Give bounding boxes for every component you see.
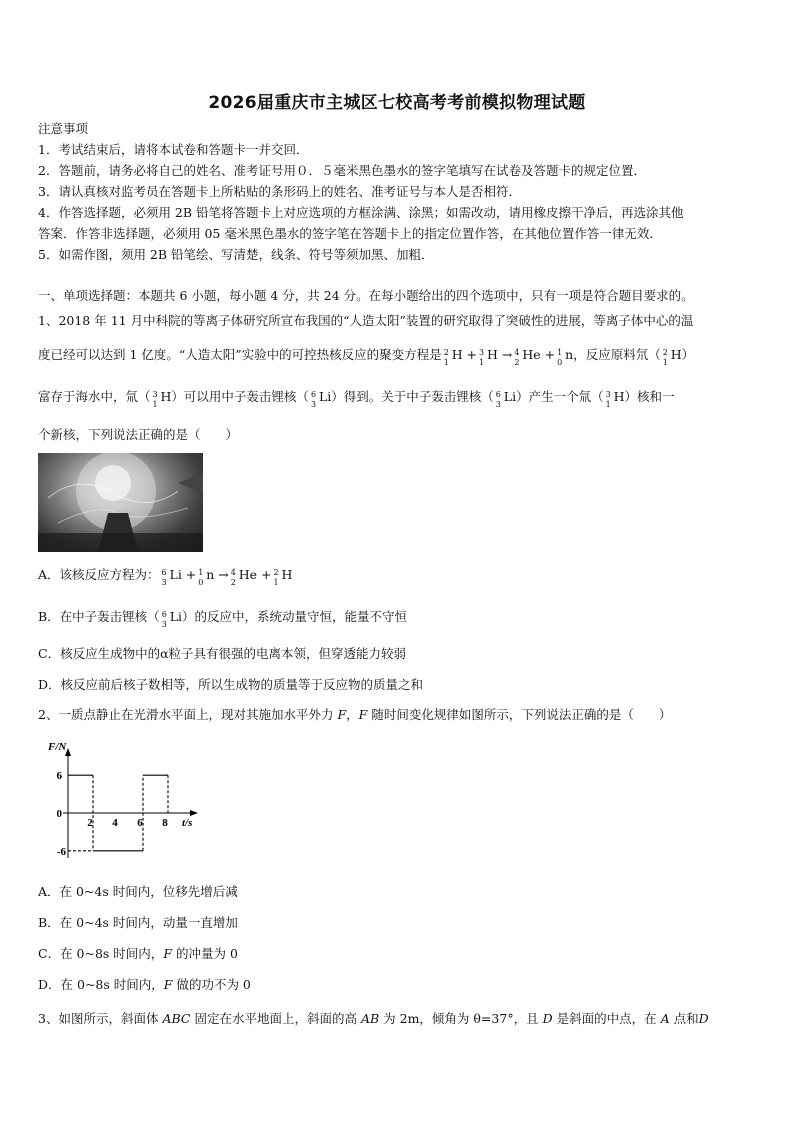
- notice-item-4: 4．作答选择题，必须用 2B 铅笔将答题卡上对应选项的方框涂满、涂黑；如需改动，请用橡皮擦干净后，再选涂其他: [38, 205, 684, 220]
- x-axis-arrow: [190, 810, 198, 816]
- force-time-graph: [40, 740, 200, 860]
- lithium-reaction: 6 3 Li + 1 0 n → 4 2 He + 2 1 H: [161, 567, 293, 587]
- q1-option-d[interactable]: D．核反应前后核子数相等，所以生成物的质量等于反应物的质量之和: [38, 677, 424, 692]
- notice-item-4-cont: 答案．作答非选择题，必须用 05 毫米黑色墨水的签字笔在答题卡上的指定位置作答，在其他位置作答一律无效．: [38, 226, 662, 241]
- q3-text: 3、如图所示，斜面体: [38, 1011, 159, 1026]
- q2-var-f: F: [358, 707, 368, 722]
- x-tick-label: 4: [112, 817, 118, 829]
- q1-option-b[interactable]: B．在中子轰击锂核（ 6 3 Li）的反应中，系统动量守恒，能量不守恒: [38, 609, 408, 629]
- q2-var-f: F: [163, 977, 173, 992]
- q3-var-d: D: [542, 1011, 553, 1026]
- y-tick-label: 0: [56, 808, 62, 820]
- q3-var-d: D: [698, 1011, 709, 1026]
- q1-option-b-text: ）的反应中，系统动量守恒，能量不守恒: [182, 609, 408, 624]
- q1-option-a[interactable]: [38, 567, 293, 587]
- q2-option-c-text: C．在 0~8s 时间内，: [38, 946, 164, 961]
- q2-var-f: F: [163, 946, 172, 961]
- notice-item-3: 3．请认真核对监考员在答题卡上所粘贴的条形码上的姓名、准考证号与本人是否相符．: [38, 184, 521, 199]
- notice-item-5: 5．如需作图，须用 2B 铅笔绘、写清楚，线条、符号等须加黑、加粗．: [38, 247, 434, 262]
- notice-item-1: 1．考试结束后，请将本试卷和答题卡一并交回．: [38, 142, 309, 157]
- y-tick-label: 6: [56, 770, 62, 783]
- q2-text: 2、一质点静止在光滑水平面上，现对其施加水平外力: [38, 707, 334, 722]
- section-heading: 一、单项选择题：本题共 6 小题，每小题 4 分，共 24 分。在每小题给出的四个选项中，只有一项是符合题目要求的。: [38, 288, 694, 303]
- q1-text: ）核和一: [624, 389, 675, 404]
- fusion-equation: 2 1 H + 3 1 H → 4 2 He + 1 0 n: [443, 347, 574, 367]
- q3-var-a: A: [660, 1011, 670, 1026]
- q2-option-d-text: 做的功不为 0: [176, 977, 251, 992]
- x-tick-label: 6: [137, 817, 143, 829]
- page-title: 2026届重庆市主城区七校高考考前模拟物理试题: [208, 93, 586, 113]
- q3-text: 是斜面的中点，在: [556, 1011, 657, 1026]
- plasma-photo: [38, 453, 203, 552]
- q3-stem: [38, 1011, 709, 1027]
- force-time-chart: [40, 740, 200, 860]
- q1-text: ）可以用中子轰击锂核（: [171, 389, 309, 404]
- q2-option-b[interactable]: B．在 0~4s 时间内，动量一直增加: [38, 915, 238, 930]
- q3-text: 为 2m，倾角为 θ=37°，且: [383, 1011, 539, 1026]
- q1-text: ）: [681, 347, 695, 362]
- x-tick-label: 2: [87, 817, 93, 829]
- notice-item-2: 2．答题前，请务必将自己的姓名、准考证号用０．５毫米黑色墨水的签字笔填写在试卷及答题卡的规定位置．: [38, 163, 646, 178]
- q2-option-a[interactable]: A．在 0~4s 时间内，位移先增后减: [38, 884, 238, 899]
- notice-heading: 注意事项: [38, 121, 89, 136]
- plasma-glow-image: [38, 453, 203, 552]
- q1-option-c[interactable]: C．核反应生成物中的α粒子具有很强的电离本领，但穿透能力较弱: [38, 646, 407, 661]
- q1-line-3: 富存于海水中，氚（ 3 1 H）可以用中子轰击锂核（ 6 3 Li）得到。关于中子轰击锂核（ 6 3 Li）产生一个氚（ 3 1 H）核和一: [38, 389, 675, 409]
- q1-text: 富存于海水中，氚（: [38, 389, 151, 404]
- q3-var-ab: AB: [360, 1011, 380, 1026]
- q3-var-abc: ABC: [162, 1011, 191, 1026]
- q3-text: 点和: [673, 1011, 699, 1026]
- q1-text: ）得到。关于中子轰击锂核（: [331, 389, 494, 404]
- graph-labels: [47, 741, 192, 858]
- graph-axes: [63, 748, 198, 858]
- q2-text: 随时间变化规律如图所示，下列说法正确的是（ ）: [371, 707, 672, 722]
- y-tick-label: -6: [56, 845, 66, 858]
- q2-option-c[interactable]: [38, 946, 238, 962]
- q2-var-f: F: [337, 707, 347, 722]
- q2-stem: [38, 707, 671, 723]
- q1-text: 度已经可以达到 1 亿度。“人造太阳”实验中的可控热核反应的聚变方程是: [38, 347, 442, 362]
- x-tick-label: 8: [162, 817, 168, 829]
- q1-line-2: 度已经可以达到 1 亿度。“人造太阳”实验中的可控热核反应的聚变方程是 2 1 H + 3 1 H → 4 2 He + 1 0 n，反应原料氘（ 2 1 H）: [38, 347, 695, 367]
- q1-option-a-label: A．该核反应方程为：: [38, 567, 160, 582]
- q1-line-1: 1、2018 年 11 月中科院的等离子体研究所宣布我国的“人造太阳”装置的研究取得了突破性的进展，等离子体中心的温: [38, 313, 694, 328]
- q1-text: ）产生一个氚（: [516, 389, 604, 404]
- x-axis-label: t/s: [182, 817, 193, 829]
- q3-text: 固定在水平地面上，斜面的高: [194, 1011, 357, 1026]
- q1-text: ，反应原料氘（: [573, 347, 661, 362]
- q1-option-b-text: B．在中子轰击锂核（: [38, 609, 160, 624]
- q2-text: ，: [346, 707, 359, 722]
- q2-option-c-text: 的冲量为 0: [175, 946, 238, 961]
- q2-option-d[interactable]: [38, 977, 251, 993]
- q1-line-4: 个新核，下列说法正确的是（ ）: [38, 427, 239, 442]
- y-axis-label: F/N: [48, 741, 67, 753]
- q2-option-d-text: D．在 0~8s 时间内，: [38, 977, 164, 992]
